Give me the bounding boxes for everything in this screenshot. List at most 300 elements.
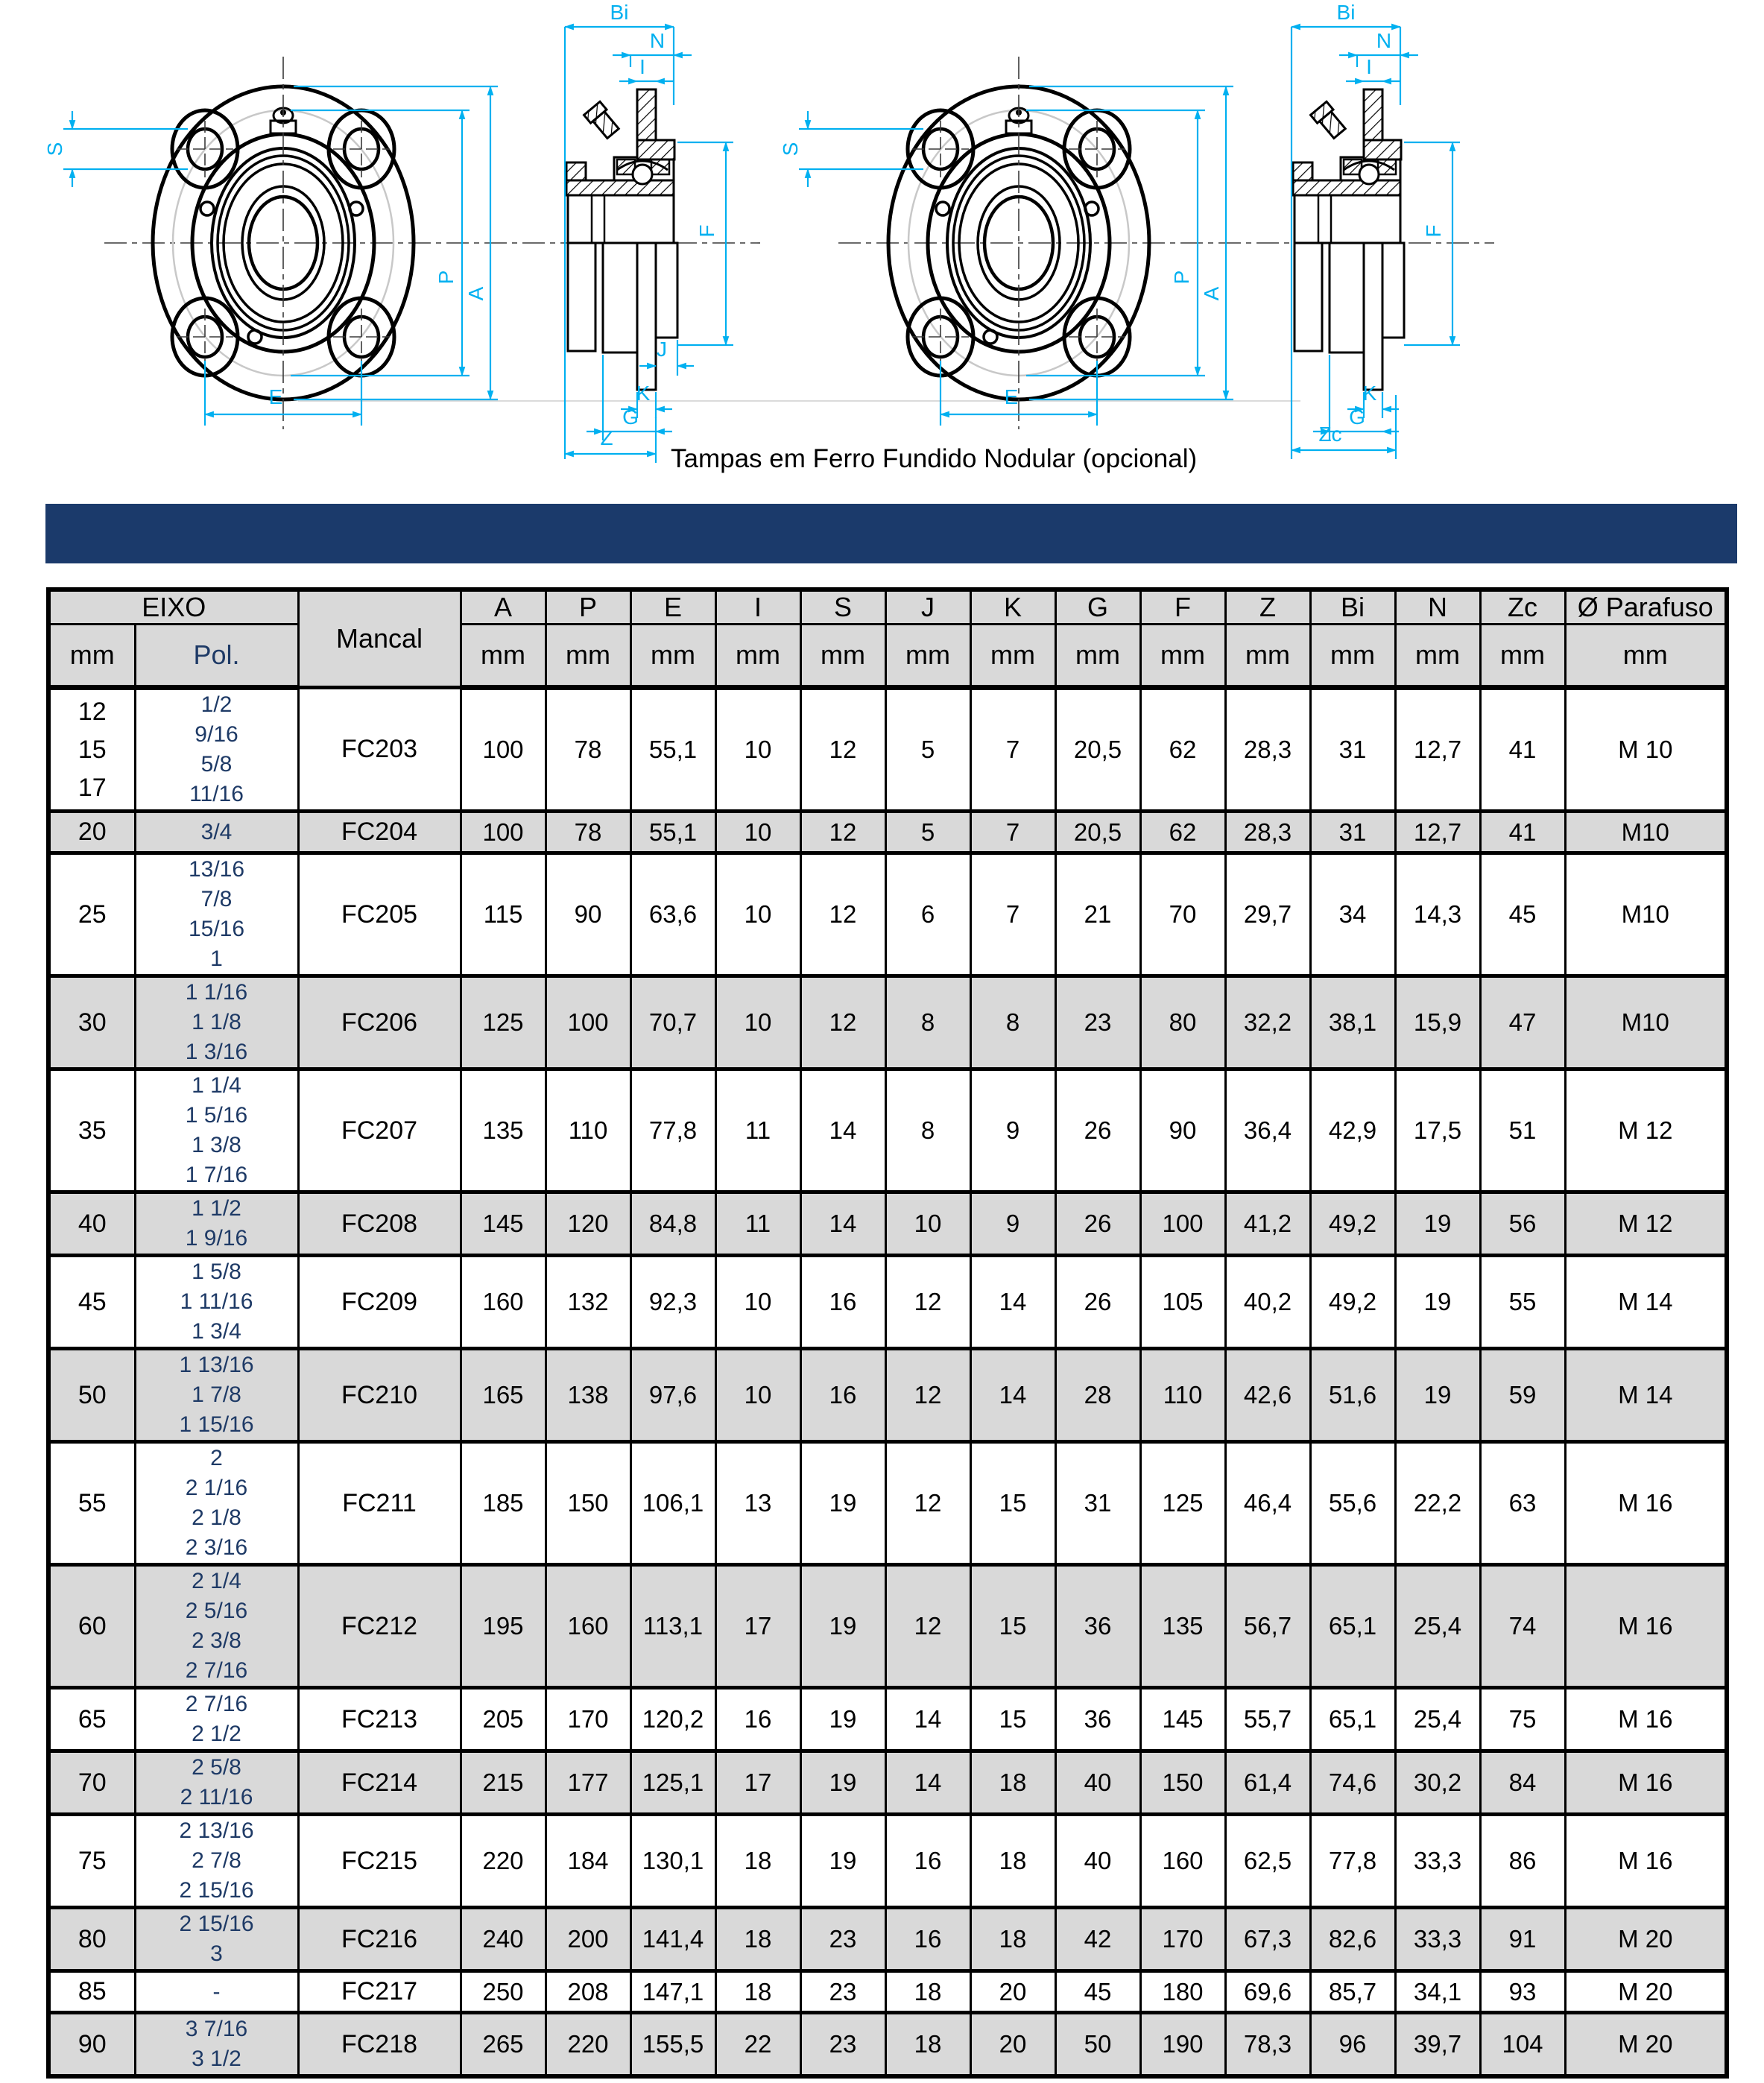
cell-mancal: FC208	[298, 1192, 461, 1256]
cell-p: 177	[546, 1751, 630, 1815]
cell-j: 16	[885, 1815, 970, 1908]
cell-parafuso: M 20	[1565, 2013, 1727, 2077]
cell-zc: 93	[1480, 1971, 1565, 2013]
cell-eixo-mm: 50	[48, 1349, 135, 1442]
cell-g: 42	[1055, 1908, 1140, 1971]
header-unit: mm	[461, 625, 546, 688]
cell-s: 19	[800, 1815, 885, 1908]
dim-label-g2: G	[1349, 405, 1365, 429]
header-unit: mm	[1225, 625, 1310, 688]
cell-a: 160	[461, 1256, 546, 1349]
dim-label-p2: P	[1170, 270, 1193, 285]
cell-eixo-pol: 3 7/16 3 1/2	[135, 2013, 298, 2077]
cell-g: 26	[1055, 1192, 1140, 1256]
header-dim-a: A	[461, 590, 546, 625]
header-unit: mm	[1310, 625, 1395, 688]
cell-parafuso: M 20	[1565, 1971, 1727, 2013]
dim-label-k: K	[636, 382, 651, 405]
header-unit-mm: mm	[48, 625, 135, 688]
cell-n: 33,3	[1395, 1815, 1480, 1908]
cell-j: 12	[885, 1256, 970, 1349]
cell-zc: 75	[1480, 1688, 1565, 1751]
table-row-fc208	[48, 1192, 1727, 1256]
cell-parafuso: M 12	[1565, 1192, 1727, 1256]
dim-label-e2: E	[1004, 385, 1019, 408]
cell-j: 5	[885, 688, 970, 812]
cell-z: 41,2	[1225, 1192, 1310, 1256]
cell-zc: 41	[1480, 812, 1565, 853]
cell-mancal: FC204	[298, 812, 461, 853]
cell-eixo-pol: 13/16 7/8 15/16 1	[135, 853, 298, 976]
cell-z: 61,4	[1225, 1751, 1310, 1815]
cell-g: 23	[1055, 976, 1140, 1069]
cell-k: 18	[970, 1815, 1055, 1908]
cell-g: 21	[1055, 853, 1140, 976]
cell-p: 200	[546, 1908, 630, 1971]
dim-label-p: P	[434, 270, 458, 285]
cell-f: 105	[1140, 1256, 1225, 1349]
cell-a: 220	[461, 1815, 546, 1908]
cell-mancal: FC211	[298, 1442, 461, 1565]
cell-p: 184	[546, 1815, 630, 1908]
cell-n: 12,7	[1395, 812, 1480, 853]
cell-zc: 74	[1480, 1565, 1565, 1688]
cell-parafuso: M10	[1565, 976, 1727, 1069]
cell-j: 14	[885, 1751, 970, 1815]
cell-s: 19	[800, 1565, 885, 1688]
cell-eixo-pol: 1 1/16 1 1/8 1 3/16	[135, 976, 298, 1069]
cell-z: 42,6	[1225, 1349, 1310, 1442]
header-unit: mm	[1140, 625, 1225, 688]
cell-z: 28,3	[1225, 688, 1310, 812]
cell-g: 40	[1055, 1751, 1140, 1815]
cell-bi: 42,9	[1310, 1069, 1395, 1192]
cell-k: 9	[970, 1192, 1055, 1256]
dim-label-f2: F	[1422, 224, 1445, 238]
dim-label-bi: Bi	[610, 1, 629, 24]
cell-i: 18	[715, 1815, 800, 1908]
table-row-fc213	[48, 1688, 1727, 1751]
cell-f: 80	[1140, 976, 1225, 1069]
cell-a: 215	[461, 1751, 546, 1815]
cell-i: 10	[715, 1256, 800, 1349]
cell-i: 10	[715, 1349, 800, 1442]
dim-label-j: J	[657, 338, 667, 361]
table-body	[48, 688, 1727, 2077]
cell-zc: 55	[1480, 1256, 1565, 1349]
header-dim-j: J	[885, 590, 970, 625]
table-row-fc212	[48, 1565, 1727, 1688]
cell-mancal: FC217	[298, 1971, 461, 2013]
cell-f: 100	[1140, 1192, 1225, 1256]
cell-bi: 77,8	[1310, 1815, 1395, 1908]
dim-label-g: G	[622, 405, 639, 429]
table-row-fc215	[48, 1815, 1727, 1908]
table-row-fc205	[48, 853, 1727, 976]
cell-zc: 51	[1480, 1069, 1565, 1192]
dim-label-zc: Zc	[1318, 423, 1342, 446]
table-row-fc211	[48, 1442, 1727, 1565]
table-row-fc216	[48, 1908, 1727, 1971]
cell-e: 55,1	[630, 812, 715, 853]
cell-zc: 84	[1480, 1751, 1565, 1815]
cell-k: 14	[970, 1256, 1055, 1349]
cell-a: 100	[461, 812, 546, 853]
cell-i: 10	[715, 812, 800, 853]
technical-drawing	[0, 0, 1764, 501]
cell-n: 19	[1395, 1349, 1480, 1442]
cell-zc: 56	[1480, 1192, 1565, 1256]
cell-k: 14	[970, 1349, 1055, 1442]
cell-s: 12	[800, 976, 885, 1069]
cell-bi: 38,1	[1310, 976, 1395, 1069]
cell-n: 17,5	[1395, 1069, 1480, 1192]
cell-bi: 31	[1310, 812, 1395, 853]
cell-f: 125	[1140, 1442, 1225, 1565]
header-unit-pol: Pol.	[135, 625, 298, 688]
cell-e: 84,8	[630, 1192, 715, 1256]
cell-k: 9	[970, 1069, 1055, 1192]
table-row-fc210	[48, 1349, 1727, 1442]
cell-parafuso: M 20	[1565, 1908, 1727, 1971]
cell-n: 19	[1395, 1192, 1480, 1256]
cell-bi: 55,6	[1310, 1442, 1395, 1565]
front-view-right	[799, 57, 1233, 429]
cell-g: 45	[1055, 1971, 1140, 2013]
cell-parafuso: M10	[1565, 812, 1727, 853]
cell-k: 15	[970, 1442, 1055, 1565]
dim-label-i2: I	[1366, 55, 1372, 78]
cell-j: 8	[885, 976, 970, 1069]
cell-parafuso: M 16	[1565, 1751, 1727, 1815]
cell-bi: 74,6	[1310, 1751, 1395, 1815]
cell-mancal: FC214	[298, 1751, 461, 1815]
cell-p: 100	[546, 976, 630, 1069]
cell-mancal: FC203	[298, 688, 461, 812]
cell-k: 7	[970, 853, 1055, 976]
header-unit: mm	[546, 625, 630, 688]
cell-f: 190	[1140, 2013, 1225, 2077]
cell-k: 8	[970, 976, 1055, 1069]
cell-bi: 82,6	[1310, 1908, 1395, 1971]
cell-eixo-mm: 20	[48, 812, 135, 853]
cell-n: 14,3	[1395, 853, 1480, 976]
cell-f: 170	[1140, 1908, 1225, 1971]
cell-z: 69,6	[1225, 1971, 1310, 2013]
cell-eixo-pol: 1 1/2 1 9/16	[135, 1192, 298, 1256]
cell-f: 110	[1140, 1349, 1225, 1442]
header-dim-z: Z	[1225, 590, 1310, 625]
cell-p: 170	[546, 1688, 630, 1751]
cell-a: 240	[461, 1908, 546, 1971]
cell-e: 97,6	[630, 1349, 715, 1442]
cell-bi: 49,2	[1310, 1192, 1395, 1256]
cell-mancal: FC215	[298, 1815, 461, 1908]
cell-eixo-pol: 2 13/16 2 7/8 2 15/16	[135, 1815, 298, 1908]
cell-p: 160	[546, 1565, 630, 1688]
cell-s: 12	[800, 688, 885, 812]
cell-e: 92,3	[630, 1256, 715, 1349]
cell-j: 14	[885, 1688, 970, 1751]
cell-n: 25,4	[1395, 1688, 1480, 1751]
cell-z: 29,7	[1225, 853, 1310, 976]
cell-e: 106,1	[630, 1442, 715, 1565]
cell-k: 20	[970, 2013, 1055, 2077]
cell-s: 14	[800, 1069, 885, 1192]
cell-s: 19	[800, 1442, 885, 1565]
cell-f: 135	[1140, 1565, 1225, 1688]
cell-eixo-mm: 40	[48, 1192, 135, 1256]
cell-eixo-pol: 2 5/8 2 11/16	[135, 1751, 298, 1815]
header-unit: mm	[885, 625, 970, 688]
cell-g: 26	[1055, 1256, 1140, 1349]
cell-j: 12	[885, 1442, 970, 1565]
cell-f: 62	[1140, 688, 1225, 812]
cell-k: 7	[970, 812, 1055, 853]
header-unit: mm	[1055, 625, 1140, 688]
cell-z: 67,3	[1225, 1908, 1310, 1971]
cell-eixo-pol: 3/4	[135, 812, 298, 853]
cell-g: 26	[1055, 1069, 1140, 1192]
cell-j: 8	[885, 1069, 970, 1192]
cell-i: 22	[715, 2013, 800, 2077]
cell-j: 12	[885, 1349, 970, 1442]
cell-i: 13	[715, 1442, 800, 1565]
dim-label-bi2: Bi	[1336, 1, 1356, 24]
cell-f: 150	[1140, 1751, 1225, 1815]
table-row-fc203	[48, 688, 1727, 812]
cell-mancal: FC207	[298, 1069, 461, 1192]
cell-n: 22,2	[1395, 1442, 1480, 1565]
dim-label-e: E	[268, 385, 283, 408]
cell-j: 12	[885, 1565, 970, 1688]
cell-j: 16	[885, 1908, 970, 1971]
cell-eixo-mm: 80	[48, 1908, 135, 1971]
dimension-table	[46, 587, 1729, 2079]
cell-i: 10	[715, 853, 800, 976]
header-eixo: EIXO	[48, 590, 298, 625]
cell-n: 19	[1395, 1256, 1480, 1349]
front-view-left	[63, 57, 498, 429]
cell-s: 19	[800, 1688, 885, 1751]
header-unit: mm	[1395, 625, 1480, 688]
cell-k: 20	[970, 1971, 1055, 2013]
cell-s: 23	[800, 2013, 885, 2077]
cell-parafuso: M 10	[1565, 688, 1727, 812]
cell-k: 7	[970, 688, 1055, 812]
cell-n: 39,7	[1395, 2013, 1480, 2077]
cell-eixo-mm: 30	[48, 976, 135, 1069]
cell-i: 18	[715, 1908, 800, 1971]
cell-f: 145	[1140, 1688, 1225, 1751]
cell-parafuso: M 16	[1565, 1815, 1727, 1908]
cell-eixo-mm: 25	[48, 853, 135, 976]
table-row-fc217	[48, 1971, 1727, 2013]
table-row-fc209	[48, 1256, 1727, 1349]
dim-label-k2: K	[1362, 382, 1377, 405]
cell-mancal: FC205	[298, 853, 461, 976]
cell-k: 18	[970, 1908, 1055, 1971]
cell-s: 16	[800, 1256, 885, 1349]
cell-s: 19	[800, 1751, 885, 1815]
cell-n: 34,1	[1395, 1971, 1480, 2013]
cell-s: 12	[800, 853, 885, 976]
side-view-right-extra-dims	[1292, 395, 1396, 459]
cell-a: 250	[461, 1971, 546, 2013]
cell-z: 62,5	[1225, 1815, 1310, 1908]
cell-k: 15	[970, 1565, 1055, 1688]
cell-p: 90	[546, 853, 630, 976]
cell-n: 30,2	[1395, 1751, 1480, 1815]
cell-eixo-pol: 1/2 9/16 5/8 11/16	[135, 688, 298, 812]
cell-p: 220	[546, 2013, 630, 2077]
cell-zc: 59	[1480, 1349, 1565, 1442]
cell-mancal: FC218	[298, 2013, 461, 2077]
header-dim-p: P	[546, 590, 630, 625]
cell-mancal: FC209	[298, 1256, 461, 1349]
cell-j: 6	[885, 853, 970, 976]
cell-f: 70	[1140, 853, 1225, 976]
cell-n: 33,3	[1395, 1908, 1480, 1971]
cell-zc: 91	[1480, 1908, 1565, 1971]
cell-s: 12	[800, 812, 885, 853]
cell-e: 63,6	[630, 853, 715, 976]
cell-eixo-pol: 2 7/16 2 1/2	[135, 1688, 298, 1751]
cell-i: 17	[715, 1751, 800, 1815]
cell-bi: 65,1	[1310, 1688, 1395, 1751]
cell-bi: 49,2	[1310, 1256, 1395, 1349]
header-mancal: Mancal	[298, 590, 461, 688]
cell-s: 23	[800, 1908, 885, 1971]
cell-parafuso: M 16	[1565, 1688, 1727, 1751]
cell-a: 115	[461, 853, 546, 976]
cell-e: 147,1	[630, 1971, 715, 2013]
cell-e: 70,7	[630, 976, 715, 1069]
header-unit: mm	[1480, 625, 1565, 688]
cell-parafuso: M 16	[1565, 1565, 1727, 1688]
cell-parafuso: M 12	[1565, 1069, 1727, 1192]
cell-parafuso: M10	[1565, 853, 1727, 976]
cell-i: 17	[715, 1565, 800, 1688]
header-dim-i: I	[715, 590, 800, 625]
cell-i: 16	[715, 1688, 800, 1751]
cell-a: 185	[461, 1442, 546, 1565]
cell-g: 40	[1055, 1815, 1140, 1908]
cell-eixo-pol: 1 5/8 1 11/16 1 3/4	[135, 1256, 298, 1349]
cell-eixo-pol: 1 1/4 1 5/16 1 3/8 1 7/16	[135, 1069, 298, 1192]
cell-zc: 104	[1480, 2013, 1565, 2077]
dim-label-a2: A	[1200, 286, 1223, 301]
cell-a: 205	[461, 1688, 546, 1751]
header-dim-zc: Zc	[1480, 590, 1565, 625]
cell-n: 15,9	[1395, 976, 1480, 1069]
cell-g: 20,5	[1055, 688, 1140, 812]
dim-label-n: N	[649, 29, 666, 52]
cell-bi: 85,7	[1310, 1971, 1395, 2013]
table-row-fc204	[48, 812, 1727, 853]
cell-g: 20,5	[1055, 812, 1140, 853]
cell-eixo-pol: 1 13/16 1 7/8 1 15/16	[135, 1349, 298, 1442]
cell-e: 77,8	[630, 1069, 715, 1192]
cell-zc: 41	[1480, 688, 1565, 812]
cell-zc: 86	[1480, 1815, 1565, 1908]
cell-zc: 63	[1480, 1442, 1565, 1565]
cell-bi: 65,1	[1310, 1565, 1395, 1688]
cell-a: 165	[461, 1349, 546, 1442]
cell-eixo-pol: 2 1/4 2 5/16 2 3/8 2 7/16	[135, 1565, 298, 1688]
cell-eixo-pol: 2 2 1/16 2 1/8 2 3/16	[135, 1442, 298, 1565]
table-row-fc206	[48, 976, 1727, 1069]
header-unit: mm	[715, 625, 800, 688]
header-dim-s: S	[800, 590, 885, 625]
cell-e: 141,4	[630, 1908, 715, 1971]
dim-label-f: F	[695, 224, 718, 238]
header-dim-g: G	[1055, 590, 1140, 625]
cell-mancal: FC216	[298, 1908, 461, 1971]
header-dim-bi: Bi	[1310, 590, 1395, 625]
cell-zc: 45	[1480, 853, 1565, 976]
cell-p: 208	[546, 1971, 630, 2013]
cell-parafuso: M 16	[1565, 1442, 1727, 1565]
cell-i: 10	[715, 688, 800, 812]
cell-parafuso: M 14	[1565, 1256, 1727, 1349]
cell-a: 265	[461, 2013, 546, 2077]
cell-bi: 34	[1310, 853, 1395, 976]
cell-bi: 96	[1310, 2013, 1395, 2077]
cell-i: 11	[715, 1192, 800, 1256]
cell-bi: 31	[1310, 688, 1395, 812]
cell-s: 14	[800, 1192, 885, 1256]
cell-a: 100	[461, 688, 546, 812]
cell-parafuso: M 14	[1565, 1349, 1727, 1442]
cell-k: 18	[970, 1751, 1055, 1815]
cell-e: 125,1	[630, 1751, 715, 1815]
cell-z: 28,3	[1225, 812, 1310, 853]
cell-mancal: FC213	[298, 1688, 461, 1751]
cell-e: 155,5	[630, 2013, 715, 2077]
header-unit: mm	[1565, 625, 1727, 688]
cell-f: 62	[1140, 812, 1225, 853]
header-dim-f: F	[1140, 590, 1225, 625]
cell-p: 150	[546, 1442, 630, 1565]
header-parafuso: Ø Parafuso	[1565, 590, 1727, 625]
header-unit: mm	[630, 625, 715, 688]
header-dim-e: E	[630, 590, 715, 625]
cell-p: 78	[546, 688, 630, 812]
cell-z: 36,4	[1225, 1069, 1310, 1192]
cell-eixo-mm: 65	[48, 1688, 135, 1751]
cell-eixo-mm: 55	[48, 1442, 135, 1565]
drawing-caption: Tampas em Ferro Fundido Nodular (opcional)	[671, 444, 1198, 473]
cell-e: 120,2	[630, 1688, 715, 1751]
cell-s: 16	[800, 1349, 885, 1442]
cell-a: 195	[461, 1565, 546, 1688]
dim-label-a: A	[464, 286, 487, 301]
table-row-fc218	[48, 2013, 1727, 2077]
cell-k: 15	[970, 1688, 1055, 1751]
cell-eixo-mm: 45	[48, 1256, 135, 1349]
cell-j: 18	[885, 1971, 970, 2013]
header-unit: mm	[800, 625, 885, 688]
dim-label-z: Z	[600, 426, 613, 449]
cell-eixo-mm: 90	[48, 2013, 135, 2077]
cell-p: 78	[546, 812, 630, 853]
cell-i: 18	[715, 1971, 800, 2013]
cell-eixo-mm: 85	[48, 1971, 135, 2013]
cell-a: 135	[461, 1069, 546, 1192]
cell-a: 145	[461, 1192, 546, 1256]
cell-zc: 47	[1480, 976, 1565, 1069]
